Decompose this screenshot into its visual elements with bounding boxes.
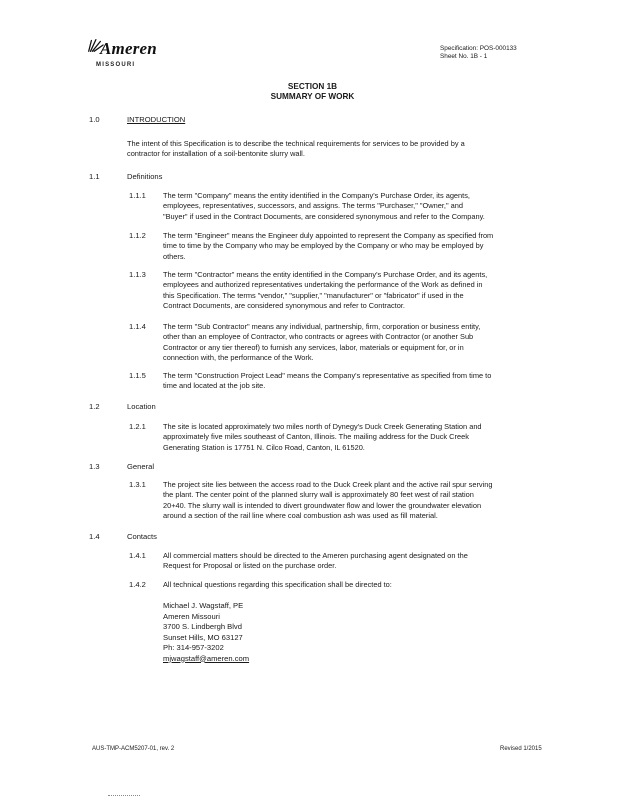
paragraph-line: The term "Engineer" means the Engineer duly appointed to represent the Company as specified from [163,231,494,240]
specification-number: Specification: POS-000133 [440,45,517,52]
item-number: 1.4.1 [129,551,146,560]
paragraph-line: The project site lies between the access road to the Duck Creek plant and the active rail spur serving [163,480,493,489]
location-paragraph [163,422,482,453]
paragraph-line: Generating Station is 17751 N. Cilco Road, Canton, IL 61520. [163,442,365,452]
contacts-commercial-paragraph [163,551,468,572]
sheet-number: Sheet No. 1B - 1 [440,53,488,60]
general-paragraph [163,480,492,522]
contact-phone: Ph: 314-957-3202 [163,643,224,652]
paragraph-line: The term "Sub Contractor" means any individual, partnership, firm, corporation or business entity, [163,322,481,331]
paragraph-line: around a section of the rail line where coal combustion ash was used as fill material. [163,511,438,521]
footer-revision-date: Revised 1/2015 [500,746,542,752]
paragraph-line: others. [163,251,186,261]
paragraph-line: the plant. The center point of the planned slurry wall is approximately 80 feet west of rail station [163,490,474,500]
paragraph-line: The intent of this Specification is to describe the technical requirements for services to be provided by a [127,139,465,148]
section-number: 1.1 [89,172,100,181]
contact-city: Sunset Hills, MO 63127 [163,632,243,642]
contact-organization: Ameren Missouri [163,611,220,621]
paragraph-line: Contractor or any tier thereof) to furnish any services, labor, materials or equipment for, or in [163,342,464,352]
contact-name: Michael J. Wagstaff, PE [163,601,244,610]
paragraph-line: employees and authorized representatives undertaking the performance of the Work as defined in [163,280,483,290]
paragraph-line: The term "Construction Project Lead" means the Company's representative as specified from time to [163,371,492,380]
paragraph-line: connection with, the performance of the Work. [163,353,314,363]
paragraph-line: this Specification. The terms "vendor," "supplier," "manufacturer" or "fabricator" if used in the [163,290,464,300]
item-number: 1.1.3 [129,270,146,279]
item-number: 1.1.4 [129,322,146,331]
section-heading-introduction: INTRODUCTION [127,115,186,124]
item-number: 1.1.5 [129,371,146,380]
contact-address-block [163,601,249,664]
contacts-technical-paragraph [163,580,392,590]
scan-artifact-divider [108,795,140,797]
section-number: 1.0 [89,115,100,124]
footer-form-number: AUS-TMP-ACM5207-01, rev. 2 [92,746,175,752]
paragraph-line: other than an employee of Contractor, who contracts or agrees with Contractor (or another Sub [163,332,474,342]
section-heading-general: General [127,462,155,471]
definition-project-lead [163,371,491,392]
contact-street: 3700 S. Lindbergh Blvd [163,622,242,631]
paragraph-line: employees, representatives, successors, and assigns. The terms "Purchaser," "Owner," and [163,201,463,211]
paragraph-line: time and located at the job site. [163,381,266,391]
section-heading-definitions: Definitions [127,172,163,181]
paragraph-line: All technical questions regarding this specification shall be directed to: [163,580,392,589]
paragraph-line: contractor for installation of a soil-bentonite slurry wall. [127,149,305,159]
section-subtitle: SUMMARY OF WORK [270,92,355,101]
paragraph-line: time to time by the Company who may be employed by the Company or who may be employed by [163,241,484,251]
paragraph-line: 20+40. The slurry wall is intended to divert groundwater flow and lower the groundwater elevation [163,500,482,510]
item-number: 1.1.2 [129,231,146,240]
item-number: 1.4.2 [129,580,146,589]
paragraph-line: The site is located approximately two miles north of Dynegy's Duck Creek Generating Station and [163,422,482,431]
paragraph-line: All commercial matters should be directed to the Ameren purchasing agent designated on the [163,551,468,560]
ameren-logo-text: Ameren [100,39,157,58]
definition-company [163,191,485,222]
paragraph-line: Request for Proposal or listed on the purchase order. [163,561,337,571]
section-number: 1.2 [89,402,100,411]
ameren-logo-subtitle: MISSOURI [96,62,136,68]
contact-email-link[interactable]: mjwagstaff@ameren.com [163,653,250,663]
definition-subcontractor [163,322,480,364]
paragraph-line: Contract Documents, are considered synonymous and refer to Contractor. [163,301,405,311]
intro-paragraph [127,139,465,160]
definition-engineer [163,231,493,262]
paragraph-line: "Buyer" if used in the Contract Documents, are considered synonymous and refer to the Company. [163,211,485,221]
section-heading-contacts: Contacts [127,532,157,541]
paragraph-line: approximately five miles southeast of Canton, Illinois. The mailing address for the Duck Creek [163,432,469,442]
item-number: 1.3.1 [129,480,146,489]
section-title: SECTION 1B [287,82,338,91]
definition-contractor [163,270,487,312]
section-heading-location: Location [127,402,156,411]
section-number: 1.4 [89,532,100,541]
item-number: 1.2.1 [129,422,146,431]
item-number: 1.1.1 [129,191,146,200]
paragraph-line: The term "Company" means the entity identified in the Company's Purchase Order, its agents, [163,191,470,200]
paragraph-line: The term "Contractor" means the entity identified in the Company's Purchase Order, and its agents, [163,270,488,279]
section-number: 1.3 [89,462,100,471]
